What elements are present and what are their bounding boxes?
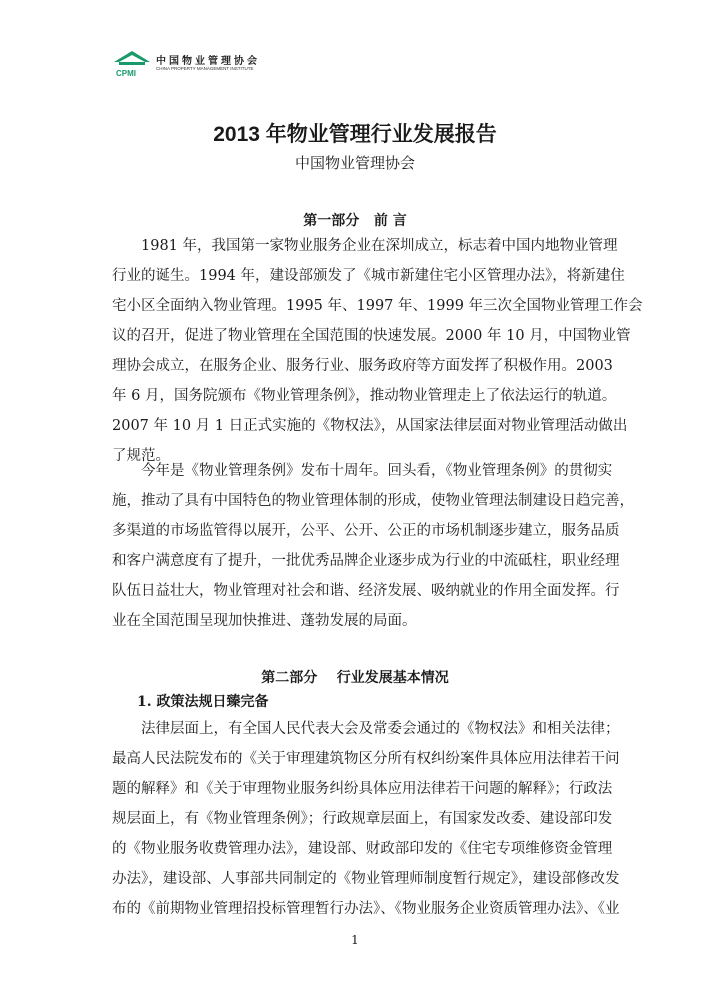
- section-heading-part2: 第二部分 行业发展基本情况: [261, 670, 449, 686]
- paragraph: [112, 456, 634, 636]
- paragraph-line: 了规范。: [112, 448, 170, 464]
- section-heading-part1: 第一部分 前 言: [303, 213, 407, 229]
- paragraph-line: 布的《前期物业管理招投标管理暂行办法》、《物业服务企业资质管理办法》、《业: [112, 901, 620, 917]
- paragraph-line: 的《物业服务收费管理办法》，建设部、财政部印发的《住宅专项维修资金管理: [112, 841, 613, 857]
- paragraph-line: 法律层面上，有全国人民代表大会及常委会通过的《物权法》和相关法律；: [141, 721, 620, 737]
- paragraph-line: 多渠道的市场监管得以展开，公平、公开、公正的市场机制逐步建立，服务品质: [112, 523, 620, 539]
- paragraph-line: 办法》，建设部、人事部共同制定的《物业管理师制度暂行规定》，建设部修改发: [112, 871, 620, 887]
- paragraph-line: 最高人民法院发布的《关于审理建筑物区分所有权纠纷案件具体应用法律若干问: [112, 751, 620, 767]
- paragraph-line: 和客户满意度有了提升，一批优秀品牌企业逐步成为行业的中流砥柱，职业经理: [112, 553, 620, 569]
- paragraph-line: 1981 年，我国第一家物业服务企业在深圳成立，标志着中国内地物业管理: [141, 238, 618, 254]
- paragraph: [112, 714, 620, 924]
- paragraph-line: 业在全国范围呈现加快推进、蓬勃发展的局面。: [112, 613, 417, 629]
- paragraph-line: 2007 年 10 月 1 日正式实施的《物权法》，从国家法律层面对物业管理活动做出: [112, 418, 628, 434]
- subsection-heading: 1. 政策法规日臻完备: [137, 694, 269, 710]
- paragraph-line: 队伍日益壮大，物业管理对社会和谐、经济发展、吸纳就业的作用全面发挥。行: [112, 583, 620, 599]
- cpmi-logo-icon: [112, 49, 152, 79]
- paragraph-line: 行业的诞生。1994 年，建设部颁发了《城市新建住宅小区管理办法》，将新建住: [112, 268, 625, 284]
- paragraph-line: 理协会成立，在服务企业、服务行业、服务政府等方面发挥了积极作用。2003: [112, 358, 613, 374]
- header-logo: [112, 49, 312, 79]
- paragraph-line: 议的召开，促进了物业管理在全国范围的快速发展。2000 年 10 月，中国物业管: [112, 328, 631, 344]
- document-subtitle: 中国物业管理协会: [294, 154, 415, 172]
- logo-abbr: CPMI: [116, 69, 136, 78]
- logo-english-name: CHINA PROPERTY MANAGEMENT INSTITUTE: [156, 66, 254, 71]
- paragraph-line: 题的解释》和《关于审理物业服务纠纷具体应用法律若干问题的解释》；行政法: [112, 781, 613, 797]
- logo-chinese-name: 中国物业管理协会: [156, 56, 260, 67]
- paragraph-line: 规层面上，有《物业管理条例》；行政规章层面上，有国家发改委、建设部印发: [112, 811, 613, 827]
- paragraph-line: 施，推动了具有中国特色的物业管理体制的形成，使物业管理法制建设日趋完善，: [112, 493, 634, 509]
- paragraph-line: 今年是《物业管理条例》发布十周年。回头看，《物业管理条例》的贯彻实: [141, 463, 613, 479]
- page-number: 1: [351, 933, 359, 947]
- document-title: 2013 年物业管理行业发展报告: [213, 123, 497, 146]
- paragraph-line: 年 6 月，国务院颁布《物业管理条例》，推动物业管理走上了依法运行的轨道。: [112, 388, 617, 404]
- paragraph-line: 宅小区全面纳入物业管理。1995 年、1997 年、1999 年三次全国物业管理工作会: [112, 298, 643, 314]
